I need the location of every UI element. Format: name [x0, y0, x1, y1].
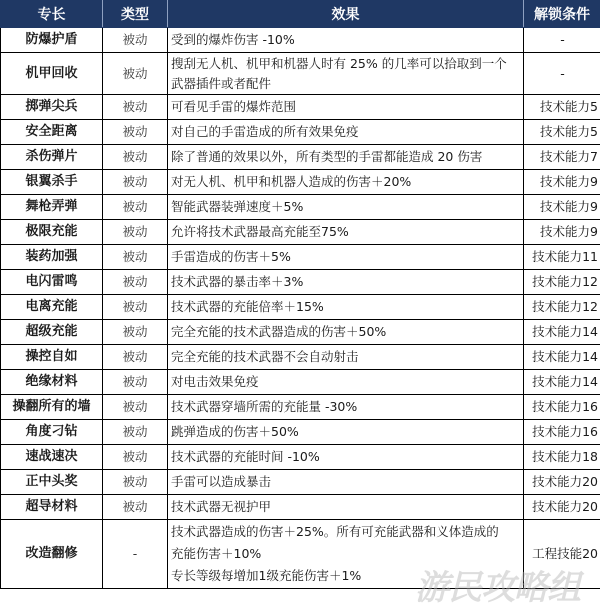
- perk-effect: [168, 495, 524, 520]
- perk-effect-line: 完全充能的技术武器不会自动射击: [171, 349, 359, 364]
- perk-unlock-condition: 技术能力5: [524, 120, 600, 145]
- perk-effect: [168, 195, 524, 220]
- perk-name: 机甲回收: [1, 53, 103, 95]
- table-row: [1, 445, 600, 470]
- perk-name: 掷弹尖兵: [1, 95, 103, 120]
- table-row: [1, 170, 600, 195]
- perk-type: 被动: [103, 120, 168, 145]
- perk-name: 绝缘材料: [1, 370, 103, 395]
- perk-name: 安全距离: [1, 120, 103, 145]
- perk-effect-line: 技术武器的暴击率＋3%: [171, 274, 304, 289]
- perk-effect-line: 对电击效果免疫: [171, 374, 259, 389]
- perk-unlock-condition: 技术能力9: [524, 195, 600, 220]
- perk-effect: [168, 28, 524, 53]
- column-header-name: 专长: [1, 1, 103, 28]
- perk-effect-line: 手雷可以造成暴击: [171, 474, 272, 489]
- perk-unlock-condition: 技术能力12: [524, 270, 600, 295]
- perk-name: 防爆护盾: [1, 28, 103, 53]
- perk-effect-line: 完全充能的技术武器造成的伤害＋50%: [171, 324, 387, 339]
- perk-type: 被动: [103, 295, 168, 320]
- perk-effect-line: 技术武器穿墙所需的充能量 -30%: [171, 399, 358, 414]
- perk-effect-line: 技术武器无视护甲: [171, 499, 272, 514]
- table-body: [1, 28, 600, 589]
- perk-name: 电闪雷鸣: [1, 270, 103, 295]
- perk-type: 被动: [103, 270, 168, 295]
- table-row: [1, 95, 600, 120]
- perk-effect: [168, 420, 524, 445]
- perk-name: 极限充能: [1, 220, 103, 245]
- perk-name: 电离充能: [1, 295, 103, 320]
- perk-effect-line: 专长等级每增加1级充能伤害＋1%: [171, 568, 362, 583]
- perk-effect: [168, 395, 524, 420]
- perk-type: 被动: [103, 220, 168, 245]
- perk-type: 被动: [103, 395, 168, 420]
- table-header-row: [1, 1, 600, 28]
- perk-effect-line: 武器插件或者配件: [171, 75, 272, 91]
- perk-effect: [168, 120, 524, 145]
- perk-unlock-condition: 技术能力9: [524, 170, 600, 195]
- perk-unlock-condition: 技术能力18: [524, 445, 600, 470]
- table-row: [1, 28, 600, 53]
- perk-effect: [168, 270, 524, 295]
- column-header-effect: 效果: [168, 1, 524, 28]
- perk-name: 杀伤弹片: [1, 145, 103, 170]
- table-row: [1, 470, 600, 495]
- perk-name: 改造翻修: [1, 520, 103, 589]
- table-row: [1, 370, 600, 395]
- perk-name: 超级充能: [1, 320, 103, 345]
- table-row: [1, 53, 600, 95]
- table-row: [1, 220, 600, 245]
- table-row: [1, 270, 600, 295]
- table-row: [1, 195, 600, 220]
- perk-effect: [168, 320, 524, 345]
- perk-effect-line: 搜刮无人机、机甲和机器人时有 25% 的几率可以拾取到一个: [171, 55, 507, 71]
- perk-effect: [168, 370, 524, 395]
- perk-effect-line: 技术武器造成的伤害＋25%。所有可充能武器和义体造成的: [171, 524, 499, 539]
- perk-type: 被动: [103, 53, 168, 95]
- perk-unlock-condition: 技术能力14: [524, 370, 600, 395]
- perk-effect-line: 对无人机、机甲和机器人造成的伤害＋20%: [171, 174, 412, 189]
- table-row: [1, 320, 600, 345]
- perk-effect-line: 充能伤害＋10%: [171, 546, 262, 561]
- perk-unlock-condition: 技术能力20: [524, 470, 600, 495]
- perk-effect: [168, 145, 524, 170]
- perk-type: 被动: [103, 320, 168, 345]
- table-row: [1, 120, 600, 145]
- perk-effect-line: 智能武器装弹速度＋5%: [171, 199, 304, 214]
- table-row: [1, 520, 600, 589]
- perk-type: 被动: [103, 420, 168, 445]
- perk-effect-line: 除了普通的效果以外，所有类型的手雷都能造成 20 伤害: [171, 149, 483, 164]
- perk-effect-line: 对自己的手雷造成的所有效果免疫: [171, 124, 359, 139]
- perk-effect: [168, 295, 524, 320]
- perk-effect: [168, 445, 524, 470]
- perk-unlock-condition: 工程技能20: [524, 520, 600, 589]
- table-row: [1, 245, 600, 270]
- watermark: 游民攻略组: [415, 568, 580, 608]
- perk-type: 被动: [103, 445, 168, 470]
- table-row: [1, 495, 600, 520]
- perk-name: 角度刁钻: [1, 420, 103, 445]
- perk-type: 被动: [103, 245, 168, 270]
- perk-effect: [168, 345, 524, 370]
- perk-name: 正中头奖: [1, 470, 103, 495]
- perk-name: 操翻所有的墙: [1, 395, 103, 420]
- perk-type: 被动: [103, 495, 168, 520]
- perk-unlock-condition: 技术能力14: [524, 320, 600, 345]
- perk-name: 速战速决: [1, 445, 103, 470]
- perk-name: 超导材料: [1, 495, 103, 520]
- perk-effect-line: 手雷造成的伤害＋5%: [171, 249, 291, 264]
- perk-effect-line: 允许将技术武器最高充能至75%: [171, 224, 349, 239]
- column-header-type: 类型: [103, 1, 168, 28]
- perk-type: 被动: [103, 470, 168, 495]
- perk-effect: [168, 95, 524, 120]
- table-row: [1, 145, 600, 170]
- perk-effect-line: 可看见手雷的爆炸范围: [171, 99, 297, 114]
- perk-type: 被动: [103, 370, 168, 395]
- perk-type: 被动: [103, 28, 168, 53]
- perk-effect-line: 跳弹造成的伤害＋50%: [171, 424, 299, 439]
- perk-unlock-condition: -: [524, 53, 600, 95]
- perk-name: 操控自如: [1, 345, 103, 370]
- perk-type: 被动: [103, 195, 168, 220]
- perk-effect: [168, 53, 524, 95]
- perk-type: -: [103, 520, 168, 589]
- table-row: [1, 420, 600, 445]
- perk-unlock-condition: 技术能力16: [524, 395, 600, 420]
- perk-effect: [168, 220, 524, 245]
- perk-unlock-condition: 技术能力9: [524, 220, 600, 245]
- perk-unlock-condition: 技术能力14: [524, 345, 600, 370]
- perk-name: 装药加强: [1, 245, 103, 270]
- perk-unlock-condition: 技术能力12: [524, 295, 600, 320]
- perk-type: 被动: [103, 170, 168, 195]
- perk-effect-line: 受到的爆炸伤害 -10%: [171, 32, 295, 47]
- perk-type: 被动: [103, 145, 168, 170]
- table-row: [1, 395, 600, 420]
- perk-effect: [168, 170, 524, 195]
- perk-unlock-condition: 技术能力7: [524, 145, 600, 170]
- perk-name: 银翼杀手: [1, 170, 103, 195]
- perk-effect: [168, 520, 524, 589]
- perk-type: 被动: [103, 345, 168, 370]
- perk-effect: [168, 245, 524, 270]
- perk-unlock-condition: 技术能力16: [524, 420, 600, 445]
- column-header-unlock: 解锁条件: [524, 1, 600, 28]
- perk-effect: [168, 470, 524, 495]
- table-row: [1, 295, 600, 320]
- perk-unlock-condition: 技术能力5: [524, 95, 600, 120]
- perk-name: 舞枪弄弹: [1, 195, 103, 220]
- perk-type: 被动: [103, 95, 168, 120]
- perk-effect-line: 技术武器的充能倍率＋15%: [171, 299, 324, 314]
- table-row: [1, 345, 600, 370]
- perk-effect-line: 技术武器的充能时间 -10%: [171, 449, 320, 464]
- perk-unlock-condition: 技术能力20: [524, 495, 600, 520]
- perk-unlock-condition: -: [524, 28, 600, 53]
- perk-unlock-condition: 技术能力11: [524, 245, 600, 270]
